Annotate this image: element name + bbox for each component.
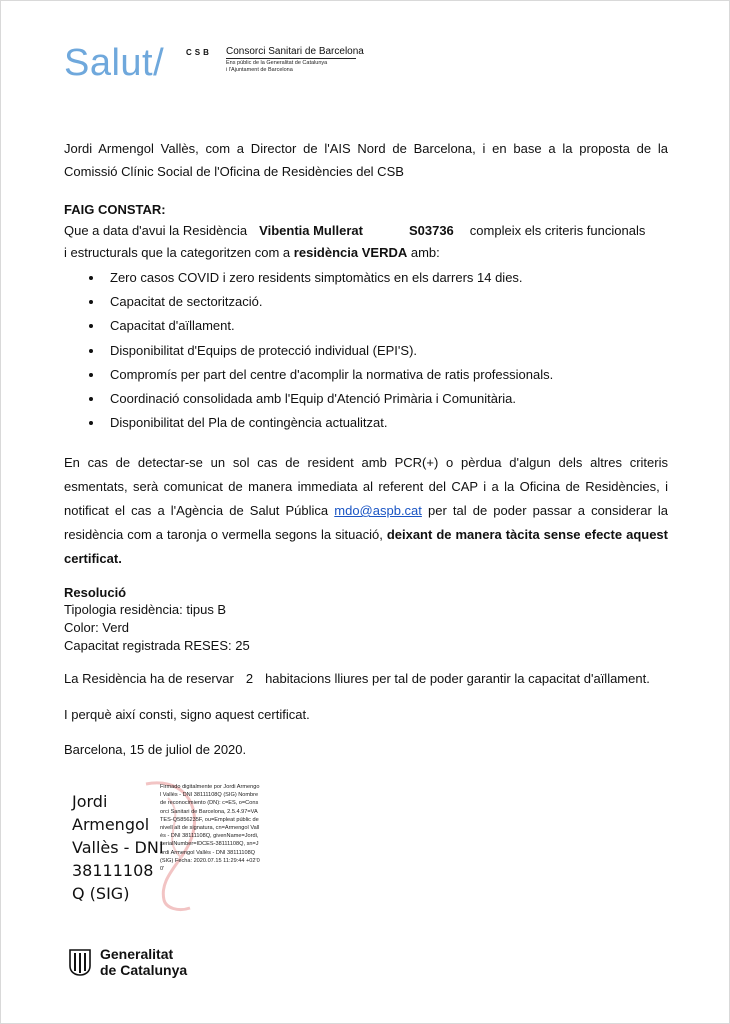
criteria-item: Capacitat de sectorització. [64, 290, 553, 314]
email-link[interactable]: mdo@aspb.cat [334, 503, 422, 518]
signature-name: Jordi Armengol Vallès - DNI 38111108 Q (SIG) [72, 792, 164, 903]
criteria-item: Zero casos COVID i zero residents simptomàtics en els darrers 14 dies. [64, 266, 553, 290]
criteria-item: Disponibilitat d'Equips de protecció individual (EPI'S). [64, 339, 553, 363]
declare-line-2: i estructurals que la categoritzen com a residència VERDA amb: [64, 245, 440, 260]
warning-paragraph: En cas de detectar-se un sol cas de resident amb PCR(+) o pèrdua d'algun dels altres criteris esmentats, serà comunicat de manera immediata al referent del CAP i a la Oficina de Residències, i notificat el cas a l'Agència de Salut Pública mdo@aspb.cat per tal de poder passar a considerar la residència com a taronja o vermella segons la situació, deixant de manera tàcita sense efecte aquest certificat. [64, 455, 668, 566]
declare-line-1: Que a data d'avui la Residència Vibentia Mullerat S03736 compleix els criteris funcionals [64, 223, 646, 238]
csb-subtitle: Ens públic de la Generalitat de Catalunya i l'Ajuntament de Barcelona [226, 60, 328, 73]
criteria-list [64, 266, 553, 435]
generalitat-emblem-icon [68, 948, 92, 976]
residence-code: S03736 [408, 223, 454, 238]
digital-signature-details: Firmado digitalmente por Jordi Armengol Vallès - DNI 38111108Q (SIG) Nombre de reconocimiento (DN): c=ES, o=Consorci Sanitari de Barcelona, 2.5.4.97=VATES-Q5856235F, ou=Empleat públic de nivell alt de signatura, cn=Armengol Vallès - DNI 38111108Q, givenName=Jordi, serialNumber=IDCES-38111108Q, sn=Jordi Armengol Vallès - DNI 38111108Q (SIG) Fecha: 2020.07.15 11:29:44 +02'00' [160, 784, 260, 873]
criteria-item: Coordinació consolidada amb l'Equip d'Atenció Primària i Comunitària. [64, 387, 553, 411]
reserve-statement: La Residència ha de reservar 2 habitacions lliures per tal de poder garantir la capacitat d'aïllament. [64, 671, 650, 686]
resolution-heading: Resolució [64, 585, 127, 600]
resolution-color: Color: Verd [64, 620, 130, 635]
declare-heading: FAIG CONSTAR: [64, 202, 166, 217]
closing-statement: I perquè així consti, signo aquest certificat. [64, 707, 310, 722]
resolution-capacity: Capacitat registrada RESES: 25 [64, 638, 250, 653]
criteria-item: Disponibilitat del Pla de contingència actualitzat. [64, 411, 553, 435]
generalitat-wordmark: Generalitat de Catalunya [100, 946, 188, 978]
csb-abbr: CSB [186, 48, 212, 57]
criteria-item: Compromís per part del centre d'acomplir la normativa de ratis professionals. [64, 363, 553, 387]
resolution-type: Tipologia residència: tipus B [64, 602, 227, 617]
residence-category: residència VERDA [293, 245, 408, 260]
csb-name: Consorci Sanitari de Barcelona [226, 46, 364, 57]
criteria-item: Capacitat d'aïllament. [64, 314, 553, 338]
place-date: Barcelona, 15 de juliol de 2020. [64, 742, 247, 757]
salut-logo: Salut/ [64, 42, 165, 84]
intro-paragraph: Jordi Armengol Vallès, com a Director de l'AIS Nord de Barcelona, i en base a la proposta de la Comissió Clínic Social de l'Oficina de Residències del CSB [64, 141, 668, 179]
csb-divider [226, 58, 356, 59]
residence-name: Vibentia Mullerat [259, 223, 363, 238]
